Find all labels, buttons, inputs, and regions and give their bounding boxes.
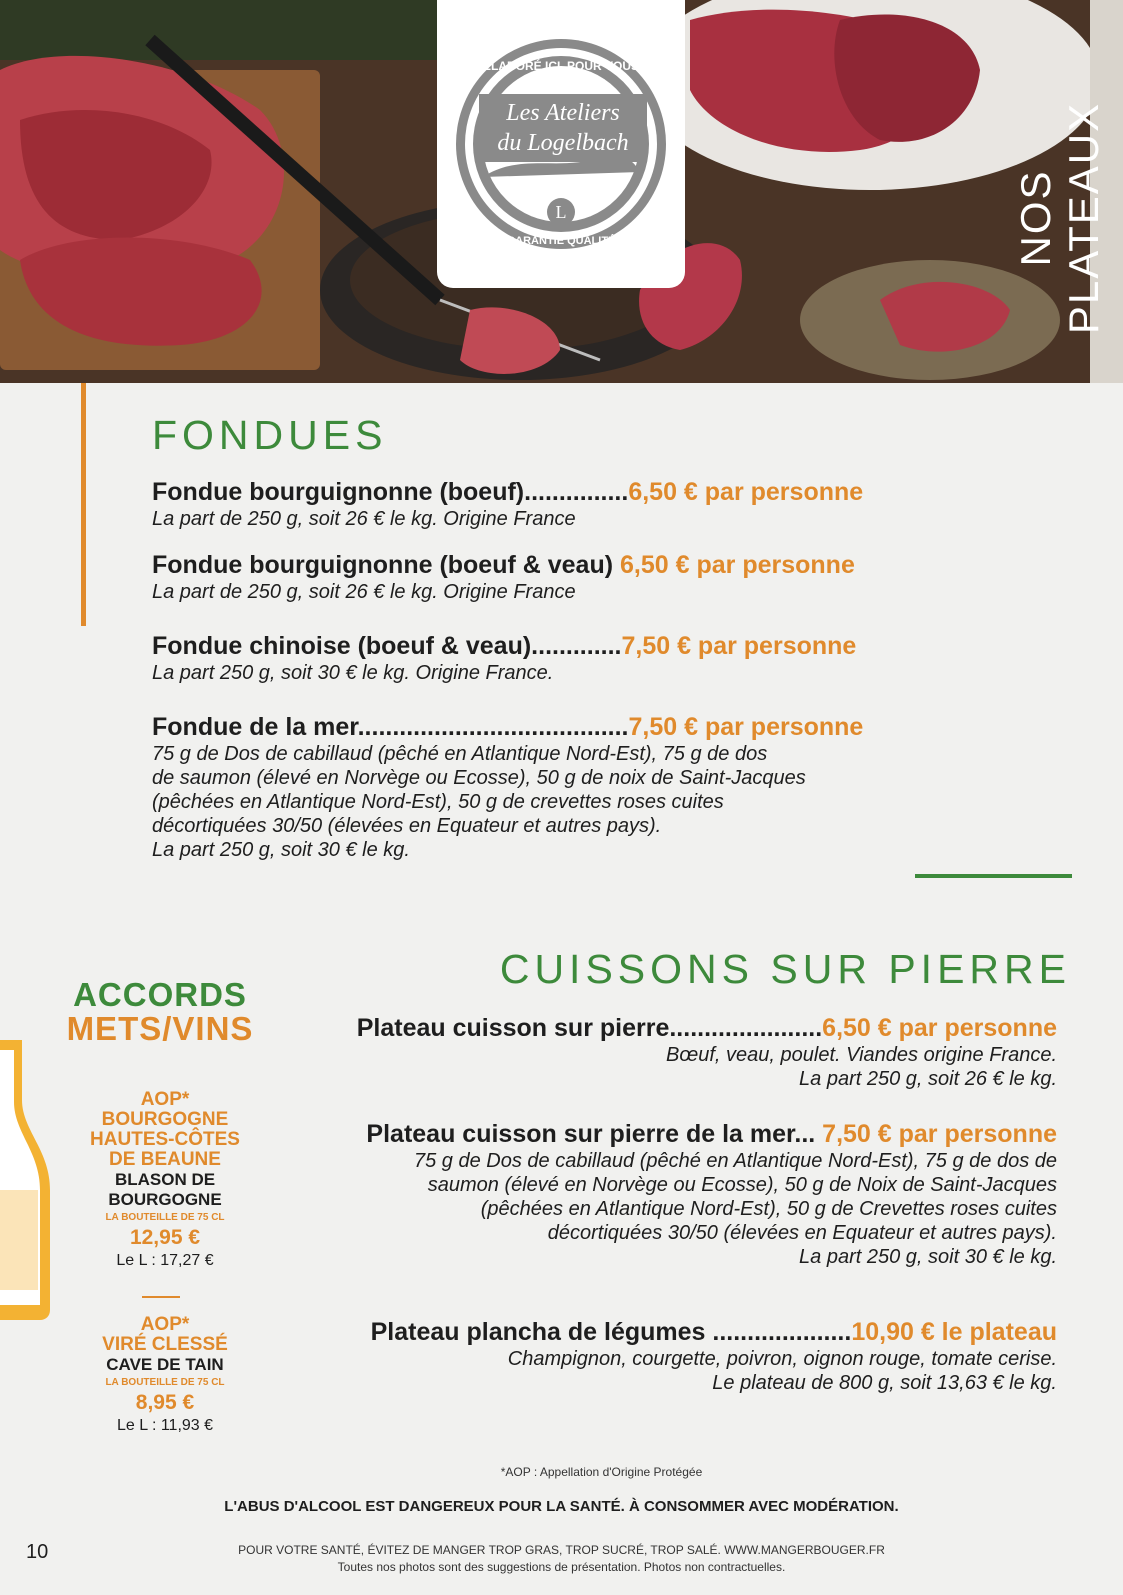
wine-aop-line: AOP* — [140, 1089, 190, 1110]
alcohol-warning: L'ABUS D'ALCOOL EST DANGEREUX POUR LA SANTÉ. À CONSOMMER AVEC MODÉRATION. — [224, 1498, 899, 1515]
wine-2 — [85, 1315, 245, 1437]
accords-heading-line1: ACCORDS — [73, 976, 247, 1013]
wine-domaine-line: CAVE DE TAIN — [106, 1355, 224, 1374]
cuissons-heading: CUISSONS SUR PIERRE — [499, 946, 1071, 992]
item-price: 7,50 € par personne — [621, 632, 857, 660]
aop-footnote: *AOP : Appellation d'Origine Protégée — [500, 1465, 703, 1479]
hero-photo — [0, 0, 1123, 383]
item-desc-line: Bœuf, veau, poulet. Viandes origine France. — [666, 1044, 1057, 1066]
photo-disclaimer: Toutes nos photos sont des suggestions de présentation. Photos non contractuelles. — [337, 1560, 786, 1574]
item-desc: La part de 250 g, soit 26 € le kg. Origine France — [152, 581, 576, 603]
cuisson-item-3 — [371, 1318, 1057, 1395]
logo-letter: L — [555, 202, 567, 222]
accords-heading — [40, 978, 280, 1046]
item-desc-line: La part 250 g, soit 26 € le kg. — [799, 1068, 1057, 1090]
wine-aop-line: DE BEAUNE — [109, 1149, 221, 1170]
wine-price-per-litre: Le L : 11,93 € — [116, 1417, 214, 1434]
logo-bottom-text: GARANTIE QUALITÉ — [506, 235, 616, 247]
logo-line2: du Logelbach — [497, 130, 629, 156]
logo-top-text: ELABORÉ ICI, POUR VOUS — [482, 59, 640, 73]
wine-aop-line: BOURGOGNE — [101, 1109, 229, 1130]
item-price: 6,50 € par personne — [628, 478, 864, 506]
health-notice: POUR VOTRE SANTÉ, ÉVITEZ DE MANGER TROP GRAS, TROP SUCRÉ, TROP SALÉ. WWW.MANGERBOUGER.FR — [238, 1543, 885, 1557]
wine-separator — [142, 1296, 180, 1298]
wine-1 — [85, 1090, 245, 1272]
fondue-item-1 — [152, 478, 863, 531]
item-price: 10,90 € le plateau — [851, 1318, 1057, 1346]
item-desc-line: de saumon (élevé en Norvège ou Ecosse), 50 g de noix de Saint-Jacques — [152, 767, 806, 789]
item-price: 7,50 € par personne — [822, 1120, 1057, 1148]
logelbach-seal-logo — [451, 32, 671, 262]
wine-aop-line: HAUTES-CÔTES — [90, 1129, 240, 1150]
item-desc-line: La part 250 g, soit 30 € le kg. — [152, 839, 410, 861]
item-desc-line: La part 250 g, soit 30 € le kg. — [799, 1246, 1057, 1268]
fondue-item-4 — [152, 713, 863, 862]
wine-domaine-line: BLASON DE — [114, 1170, 216, 1189]
item-desc-line: 75 g de Dos de cabillaud (pêché en Atlantique Nord-Est), 75 g de dos de — [413, 1150, 1057, 1172]
item-desc-line: (pêchées en Atlantique Nord-Est), 50 g de crevettes roses cuites — [152, 791, 724, 813]
green-divider — [915, 874, 1072, 878]
item-price: 7,50 € par personne — [628, 713, 864, 741]
accords-heading-line2: METS/VINS — [66, 1010, 254, 1047]
fondues-heading: FONDUES — [152, 412, 388, 458]
wine-bottle-illustration — [0, 1040, 60, 1320]
item-desc: La part de 250 g, soit 26 € le kg. Origine France — [152, 508, 576, 530]
wine-price: 12,95 € — [129, 1226, 201, 1249]
side-title — [1012, 30, 1107, 350]
page-number: 10 — [26, 1541, 49, 1563]
orange-accent-bar — [81, 383, 86, 626]
item-price: 6,50 € par personne — [822, 1014, 1057, 1042]
fondue-item-3 — [152, 632, 856, 685]
wine-price-per-litre: Le L : 17,27 € — [116, 1252, 214, 1269]
item-name: Plateau cuisson sur pierre...................... — [356, 1014, 823, 1042]
item-name: Plateau cuisson sur pierre de la mer... — [366, 1120, 823, 1148]
logo-card — [437, 0, 685, 288]
wine-aop-line: VIRÉ CLESSÉ — [102, 1334, 228, 1355]
item-desc-line: Le plateau de 800 g, soit 13,63 € le kg. — [712, 1372, 1057, 1394]
wine-aop-line: AOP* — [140, 1314, 190, 1335]
item-desc: La part 250 g, soit 30 € le kg. Origine France. — [152, 662, 554, 684]
item-name: Fondue de la mer....................................... — [152, 713, 629, 741]
item-name: Fondue bourguignonne (boeuf)............... — [152, 478, 629, 506]
logo-line1: Les Ateliers — [506, 100, 620, 126]
wine-domaine-line: BOURGOGNE — [108, 1190, 222, 1209]
wine-bottle-size: LA BOUTEILLE DE 75 CL — [105, 1212, 225, 1223]
item-desc-line: (pêchées en Atlantique Nord-Est), 50 g de Crevettes roses cuites — [480, 1198, 1057, 1220]
item-desc-line: décortiquées 30/50 (élevées en Equateur et autres pays). — [152, 815, 662, 837]
fondue-item-2 — [152, 551, 855, 604]
side-title-text: NOS PLATEAUX — [1012, 101, 1107, 335]
item-desc-line: décortiquées 30/50 (élevées en Equateur et autres pays). — [547, 1222, 1057, 1244]
item-desc-line: 75 g de Dos de cabillaud (pêché en Atlantique Nord-Est), 75 g de dos — [152, 743, 768, 765]
wine-bottle-size: LA BOUTEILLE DE 75 CL — [105, 1377, 225, 1388]
item-name: Plateau plancha de légumes .................... — [370, 1318, 852, 1346]
item-price: 6,50 € par personne — [620, 551, 855, 579]
wine-price: 8,95 € — [135, 1391, 195, 1414]
cuisson-item-2 — [366, 1120, 1057, 1269]
item-desc-line: Champignon, courgette, poivron, oignon rouge, tomate cerise. — [507, 1348, 1057, 1370]
item-desc-line: saumon (élevé en Norvège ou Ecosse), 50 g de Noix de Saint-Jacques — [427, 1174, 1057, 1196]
item-name: Fondue chinoise (boeuf & veau)............. — [152, 632, 622, 660]
cuisson-item-1 — [357, 1014, 1057, 1091]
item-name: Fondue bourguignonne (boeuf & veau) — [152, 551, 621, 579]
